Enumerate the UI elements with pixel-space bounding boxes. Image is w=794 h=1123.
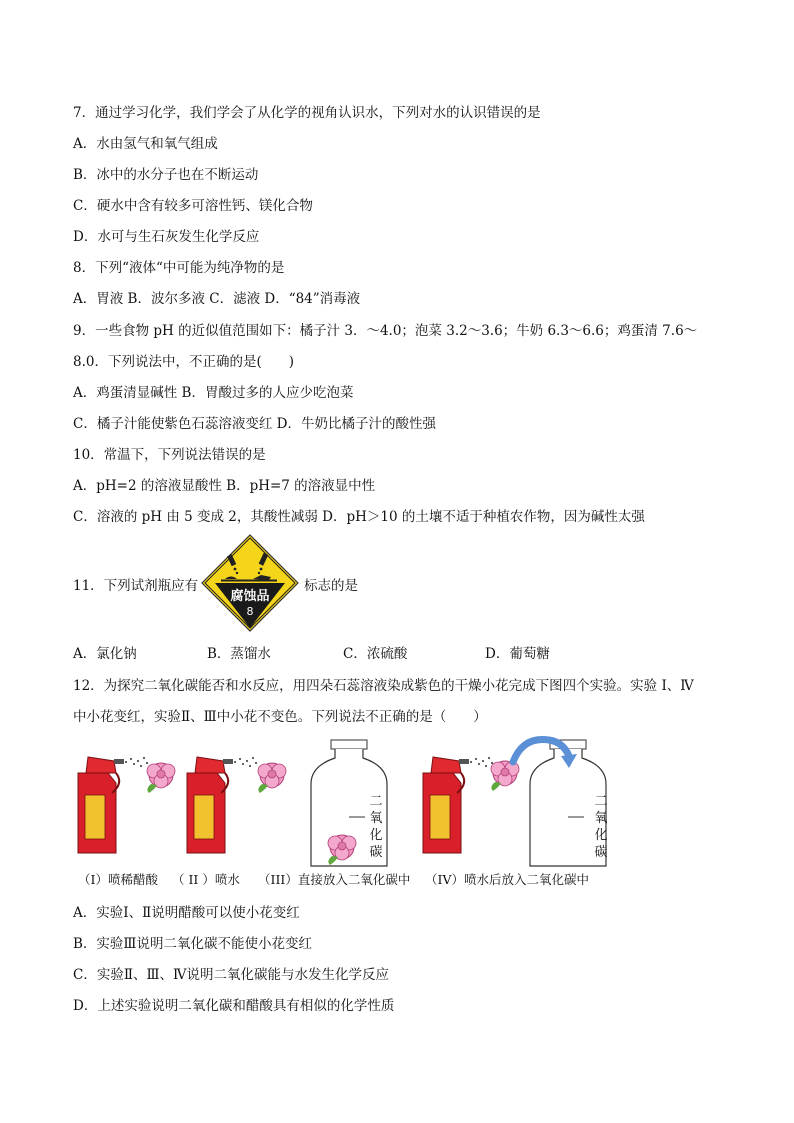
flower-icon-1: [147, 763, 175, 793]
caption-exp-2: （ II ）喷水: [172, 872, 240, 887]
q11-option-d: D．葡萄糖: [485, 646, 550, 662]
curved-arrow-icon: [505, 730, 585, 774]
sprayer-icon-2: [187, 757, 233, 853]
flower-icon-2: [258, 763, 286, 793]
q12-stem-line1: 12．为探究二氧化碳能否和水反应，用四朵石蕊溶液染成紫色的干燥小花完成下图四个实验。实验 I、Ⅳ: [73, 678, 694, 694]
q10-options-cd: C．溶液的 pH 由 5 变成 2，其酸性减弱 D．pH＞10 的土壤不适于种植农作物，因为碱性太强: [73, 509, 645, 525]
q9-options-ab: A．鸡蛋清显碱性 B．胃酸过多的人应少吃泡菜: [73, 385, 354, 401]
q8-stem: 8．下列“液体“中可能为纯净物的是: [73, 260, 285, 276]
q11-option-a: A．氯化钠: [73, 646, 137, 662]
q7-option-b: B．冰中的水分子也在不断运动: [73, 167, 259, 183]
q10-options-ab: A．pH=2 的溶液显酸性 B．pH=7 的溶液显中性: [73, 478, 376, 494]
sprayer-icon-3: [423, 757, 469, 853]
q7-option-a: A．水由氢气和氧气组成: [73, 136, 218, 152]
sign-text: 腐蚀品: [230, 589, 270, 604]
co2-label-bottle-2: 二氧化碳: [594, 794, 608, 860]
q11-stem-before: 11．下列试剂瓶应有: [73, 578, 199, 594]
q12-option-c: C．实验Ⅱ、Ⅲ、Ⅳ说明二氧化碳能与水发生化学反应: [73, 967, 390, 983]
q12-option-b: B．实验Ⅲ说明二氧化碳不能使小花变红: [73, 936, 312, 952]
q11-option-b: B．蒸馏水: [207, 646, 271, 662]
q9-stem-line2: 8.0．下列说法中，不正确的是( ): [73, 354, 295, 370]
caption-exp-3: （III）直接放入二氧化碳中: [258, 872, 411, 887]
caption-exp-1: （I）喷稀醋酸: [78, 872, 158, 887]
q7-option-c: C．硬水中含有较多可溶性钙、镁化合物: [73, 198, 313, 214]
sprayer-icon-1: [78, 757, 124, 853]
corrosive-hazard-sign: [201, 534, 299, 632]
q9-options-cd: C．橘子汁能使紫色石蕊溶液变红 D．牛奶比橘子汁的酸性强: [73, 416, 436, 432]
caption-exp-4: （IV）喷水后放入二氧化碳中: [425, 872, 589, 887]
q8-options: A．胃液 B．波尔多液 C．滤液 D．“84”消毒液: [73, 291, 361, 307]
q10-stem: 10．常温下，下列说法错误的是: [73, 447, 266, 463]
q12-option-a: A．实验Ⅰ、Ⅱ说明醋酸可以使小花变红: [73, 905, 300, 921]
q11-stem-after: 标志的是: [304, 578, 358, 594]
q9-stem-line1: 9．一些食物 pH 的近似值范围如下：橘子汁 3．～4.0；泡菜 3.2～3.6；牛奶 6.3～6.6；鸡蛋清 7.6～: [73, 323, 698, 339]
q12-option-d: D．上述实验说明二氧化碳和醋酸具有相似的化学性质: [73, 998, 395, 1014]
q7-stem: 7．通过学习化学，我们学会了从化学的视角认识水，下列对水的认识错误的是: [73, 105, 541, 121]
sign-class-number: 8: [246, 605, 254, 618]
co2-label-bottle-1: 二氧化碳: [369, 794, 383, 860]
q12-stem-line2: 中小花变红，实验Ⅱ、Ⅲ中小花不变色。下列说法不正确的是（ ）: [73, 709, 487, 725]
q11-option-c: C．浓硫酸: [343, 646, 408, 662]
q7-option-d: D．水可与生石灰发生化学反应: [73, 229, 260, 245]
